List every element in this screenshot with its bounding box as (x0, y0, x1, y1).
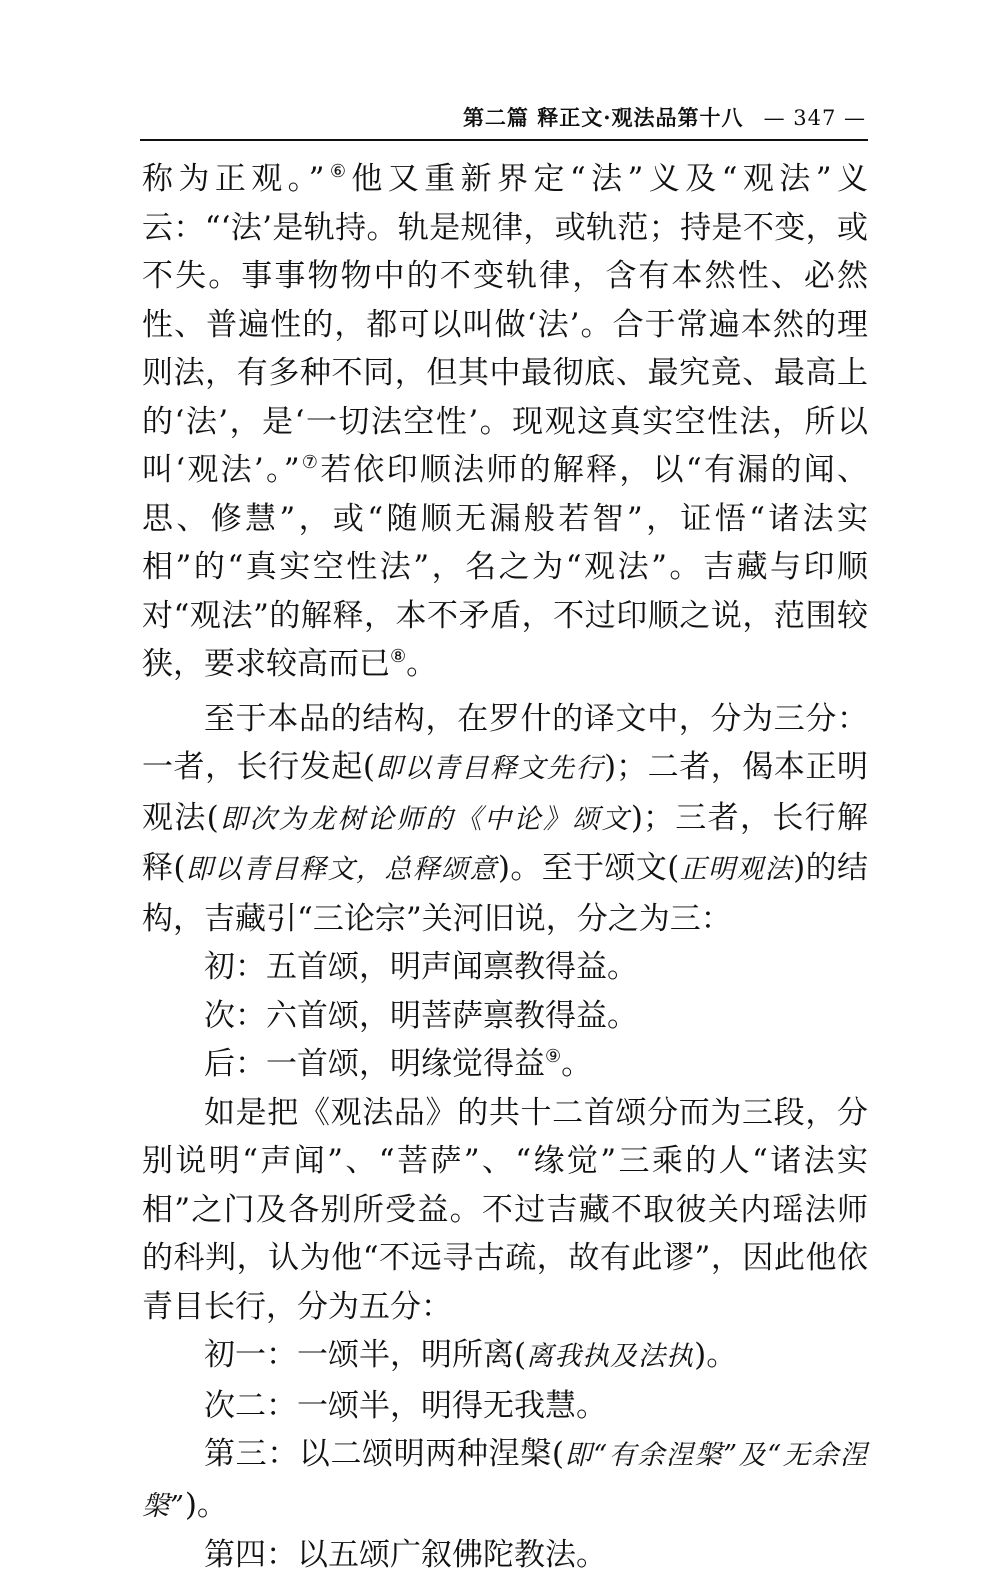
p1-text-b: 他又重新界定“法”义及“观法”义云：“‘法’是轨持。轨是规律，或轨范；持是不变，或不失。事事物物中的不变轨律，含有本然性、必然性、普遍性的，都可以叫做‘法’。合于常遍本然的理则法，有多种不同，但其中最彻底、最究竟、最高上的‘法’，是‘一切法空性’。现观这真实空性法，所以叫‘观法’。” (142, 161, 868, 488)
p1-text-c: 若依印顺法师的解释，以“有漏的闻、思、修慧”，或“随顺无漏般若智”，证悟“诸法实相”的“真实空性法”，名之为“观法”。吉藏与印顺对“观法”的解释，本不矛盾，不过印顺之说，范围较狭，要求较高而已 (142, 452, 868, 682)
list1-item-3-text: 后：一首颂，明缘觉得益 (204, 1046, 545, 1082)
p2-text-c: )；二者，偈本正明观法( (142, 749, 869, 836)
running-head (140, 102, 866, 134)
list2-item-3-a: 第三：以二颂明两种涅槃( (204, 1436, 565, 1472)
footnote-ref-6: ⑥ (324, 161, 352, 182)
list2-item-1-c: )。 (694, 1337, 738, 1373)
p2-text-g: )。至于颂文( (497, 850, 680, 886)
footnote-ref-7: ⑦ (299, 452, 321, 473)
p2-note-h: 正明观法 (679, 854, 794, 885)
list1-item-3-end: 。 (561, 1046, 593, 1082)
paragraph-1 (142, 155, 868, 689)
paragraph-2 (142, 695, 868, 944)
list1-item-1: 初：五首颂，明声闻禀教得益。 (204, 949, 638, 985)
header-rule (140, 139, 868, 141)
list2-item-2: 次二：一颂半，明得无我慧。 (204, 1387, 607, 1424)
p2-text-i: )的结构，吉藏引“三论宗”关河旧说，分之为三： (142, 850, 868, 937)
list1-item-2: 次：六首颂，明菩萨禀教得益。 (204, 997, 638, 1034)
p2-note-b: 即以青目释文先行 (375, 753, 605, 784)
body-text (142, 155, 868, 1580)
running-title: 第二篇 释正文·观法品第十八 (462, 105, 744, 130)
p1-text-d: 。 (406, 646, 438, 682)
list1-item-3 (142, 1040, 868, 1089)
list2-item-1-note: 离我执及法执 (526, 1341, 695, 1372)
list2-item-3-c: )。 (184, 1486, 228, 1523)
list2-item-1 (142, 1331, 868, 1382)
list2-item-3 (142, 1430, 868, 1531)
p2-text-a: 至于本品的结构，在罗什的译文中，分为三分：一者，长行发起( (142, 700, 868, 785)
footnote-ref-9: ⑨ (545, 1046, 562, 1067)
p2-note-d: 即次为龙树论师的《中论》颂文 (218, 803, 631, 835)
p2-text-e: )；三者，长行解释( (142, 799, 869, 886)
page-number: — 347 — (763, 106, 866, 130)
list2-item-1-a: 初一：一颂半，明所离( (204, 1337, 527, 1373)
paragraph-3: 如是把《观法品》的共十二首颂分而为三段，分别说明“声闻”、“菩萨”、“缘觉”三乘的人“诸法实相”之门及各别所受益。不过吉藏不取彼关内瑶法师的科判，认为他“不远寻古疏，故有此谬”，因此他依青目长行，分为五分： (142, 1094, 868, 1325)
p1-text-a: 称为正观。” (142, 161, 325, 197)
p2-note-f: 即以青目释文，总释颂意 (185, 854, 498, 885)
list2-item-3-note: 即“有余涅槃”及“无余涅槃” (142, 1440, 868, 1522)
list2-item-4: 第四：以五颂广叙佛陀教法。 (204, 1537, 607, 1573)
footnote-ref-8: ⑧ (390, 646, 407, 667)
